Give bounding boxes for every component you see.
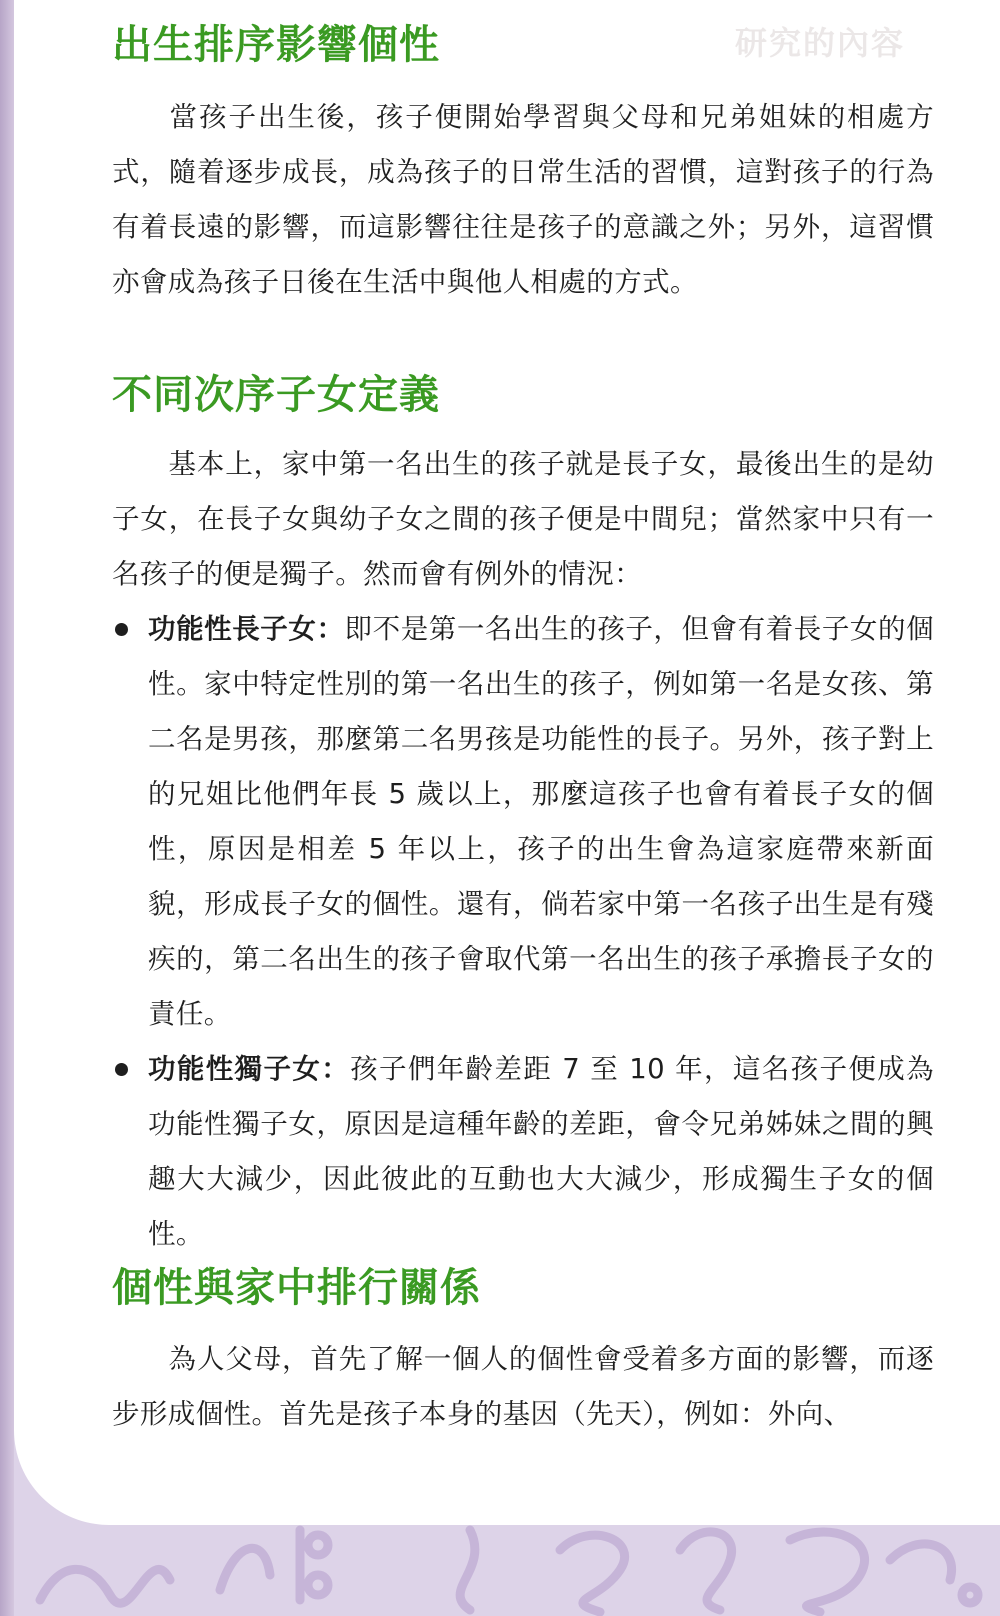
paragraph-definition bbox=[112, 437, 934, 602]
paragraph-text: 當孩子出生後，孩子便開始學習與父母和兄弟姐妹的相處方式，隨着逐步成長，成為孩子的日常生活的習慣，這對孩子的行為有着長遠的影響，而這影響往往是孩子的意識之外；另外，這習慣亦會成為孩子日後在生活中與他人相處的方式。 bbox=[112, 101, 934, 298]
term-description: 即不是第一名出生的孩子，但會有着長子女的個性。家中特定性別的第一名出生的孩子，例如第一名是女孩、第二名是男孩，那麼第二名男孩是功能性的長子。另外，孩子對上的兄姐比他們年長 5 歲以上，那麼這孩子也會有着長子女的個性，原因是相差 5 年以上，孩子的出生會為這家庭帶來新面貌，形成長子女的個性。還有，倘若家中第一名孩子出生是有殘疾的，第二名出生的孩子會取代第一名出生的孩子承擔長子女的責任。 bbox=[148, 613, 934, 1030]
watermark-text: 研究的內容 bbox=[735, 24, 906, 62]
list-item-functional-only-child bbox=[148, 1042, 934, 1262]
term-description: 孩子們年齡差距 7 至 10 年，這名孩子便成為功能性獨子女，原因是這種年齡的差距，會令兄弟姊妹之間的興趣大大減少，因此彼此的互動也大大減少，形成獨生子女的個性。 bbox=[148, 1053, 934, 1250]
bullet-dot bbox=[112, 602, 136, 657]
paragraph-personality bbox=[112, 1332, 934, 1442]
bullet-dot bbox=[112, 1042, 136, 1097]
list-item-functional-eldest bbox=[148, 602, 934, 1042]
heading-definition: 不同次序子女定義 bbox=[112, 372, 440, 418]
term-label: 功能性獨子女： bbox=[148, 1053, 351, 1085]
paragraph-text: 基本上，家中第一名出生的孩子就是長子女，最後出生的是幼子女，在長子女與幼子女之間的孩子便是中間兒；當然家中只有一名孩子的便是獨子。然而會有例外的情況： bbox=[112, 448, 934, 590]
book-spine-edge bbox=[0, 0, 14, 1616]
heading-birth-order: 出生排序影響個性 bbox=[112, 22, 440, 68]
term-label: 功能性長子女： bbox=[148, 613, 345, 645]
paragraph-text: 為人父母，首先了解一個人的個性會受着多方面的影響，而逐步形成個性。首先是孩子本身的基因（先天），例如：外向、 bbox=[112, 1343, 934, 1430]
paragraph-birth-order bbox=[112, 90, 934, 310]
heading-personality-relation: 個性與家中排行關係 bbox=[112, 1265, 481, 1311]
